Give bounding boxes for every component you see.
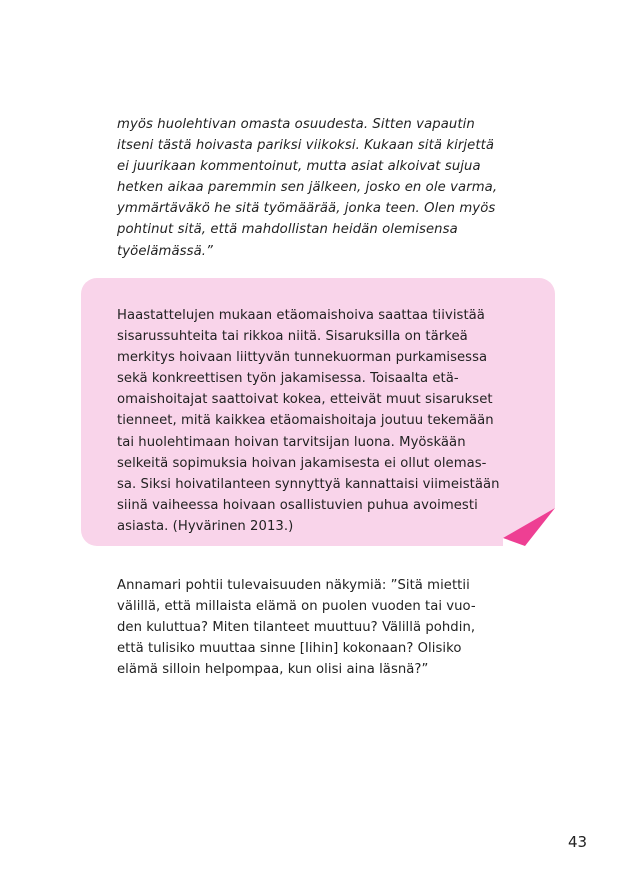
info-box-line: asiasta. (Hyvärinen 2013.) [117, 518, 294, 534]
info-box-line: merkitys hoivaan liittyvän tunnekuorman purkamisessa [117, 350, 488, 366]
info-box-text [117, 305, 537, 537]
info-box-line: Haastattelujen mukaan etäomaishoiva saattaa tiivistää [117, 308, 485, 323]
info-box-line: sekä konkreettisen työn jakamisessa. Toisaalta etä- [117, 371, 459, 387]
quote-line: ei juurikaan kommentoinut, mutta asiat alkoivat sujua [117, 159, 481, 175]
quote-paragraph [117, 114, 537, 262]
body-line: elämä silloin helpompaa, kun olisi aina läsnä?” [117, 662, 429, 678]
quote-line: myös huolehtivan omasta osuudesta. Sitten vapautin [117, 117, 475, 132]
body-paragraph [117, 575, 537, 680]
info-box-line: selkeitä sopimuksia hoivan jakamisesta ei ollut olemas- [117, 455, 487, 471]
quote-line: pohtinut sitä, että mahdollistan heidän olemisensa [117, 222, 458, 238]
info-box-line: siinä vaiheessa hoivaan osallistuvien puhua avoimesti [117, 497, 478, 513]
info-box-line: sisarussuhteita tai rikkoa niitä. Sisaruksilla on tärkeä [117, 329, 468, 345]
quote-line: itseni tästä hoivasta pariksi viikoksi. Kukaan sitä kirjettä [117, 138, 495, 154]
info-box-line: sa. Siksi hoivatilanteen synnyttyä kannattaisi viimeistään [117, 476, 500, 492]
info-box-line: omaishoitajat saattoivat kokea, etteivät muut sisarukset [117, 392, 493, 408]
quote-line: työelämässä.” [117, 243, 213, 259]
body-line: den kuluttua? Miten tilanteet muuttuu? Välillä pohdin, [117, 620, 476, 636]
body-line: että tulisiko muuttaa sinne [Iihin] kokonaan? Olisiko [117, 641, 462, 657]
body-line: Annamari pohtii tulevaisuuden näkymiä: ”Sitä miettii [117, 578, 470, 593]
info-box-line: tai huolehtimaan hoivan tarvitsijan luona. Myöskään [117, 434, 466, 450]
body-line: välillä, että millaista elämä on puolen vuoden tai vuo- [117, 599, 476, 615]
quote-line: hetken aikaa paremmin sen jälkeen, josko en ole varma, [117, 180, 498, 196]
info-box [81, 278, 555, 546]
quote-line: ymmärtäväkö he sitä työmäärää, jonka teen. Olen myös [117, 201, 496, 217]
page-number: 43 [568, 833, 588, 851]
info-box-line: tienneet, mitä kaikkea etäomaishoitaja joutuu tekemään [117, 413, 494, 429]
